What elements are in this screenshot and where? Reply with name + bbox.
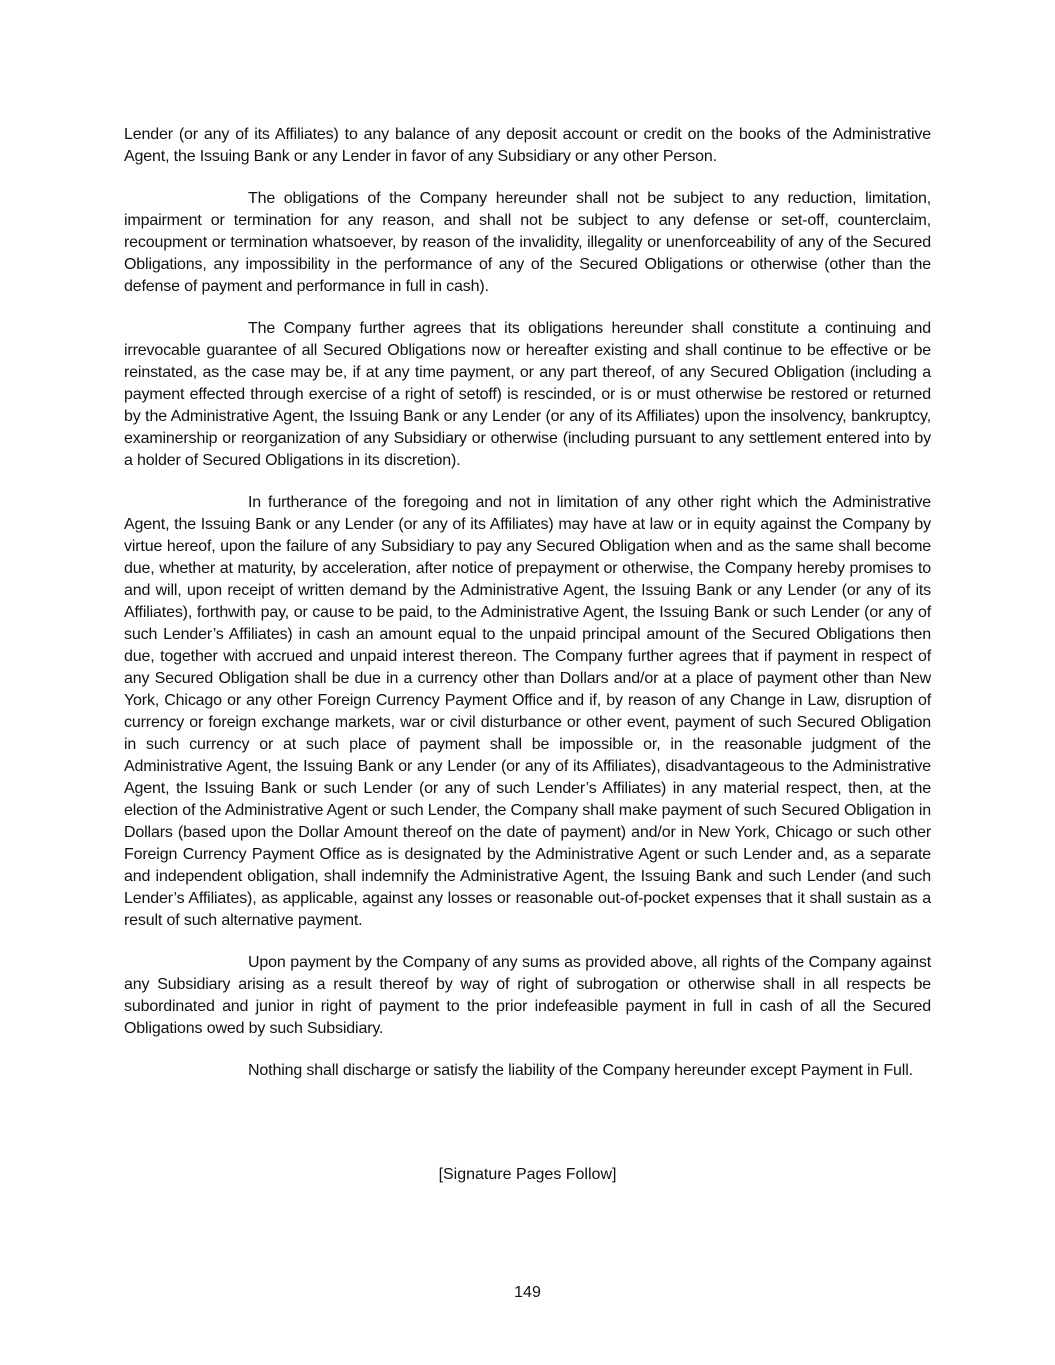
- paragraph-continuation: Lender (or any of its Affiliates) to any balance of any deposit account or credit on the books of the Administrative Agent, the Issuing Bank or any Lender in favor of any Subsidiary or any other Person.: [124, 126, 931, 165]
- paragraph-furtherance: In furtherance of the foregoing and not in limitation of any other right which the Administrative Agent, the Issuing Bank or any Lender (or any of its Affiliates) may have at law or in equity against the Company by virtue hereof, upon the failure of any Subsidiary to pay any Secured Obligation when and as the same shall become due, whether at maturity, by acceleration, after notice of prepayment or otherwise, the Company hereby promises to and will, upon receipt of written demand by the Administrative Agent, the Issuing Bank or any Lender (or any of its Affiliates), forthwith pay, or cause to be paid, to the Administrative Agent, the Issuing Bank or such Lender (or any of such Lender’s Affiliates) in cash an amount equal to the unpaid principal amount of the Secured Obligations then due, together with accrued and unpaid interest thereon. The Company further agrees that if payment in respect of any Secured Obligation shall be due in a currency other than Dollars and/or at a place of payment other than New York, Chicago or any other Foreign Currency Payment Office and if, by reason of any Change in Law, disruption of currency or foreign exchange markets, war or civil disturbance or other event, payment of such Secured Obligation in such currency or at such place of payment shall be impossible or, in the reasonable judgment of the Administrative Agent, the Issuing Bank or any Lender (or any of its Affiliates), disadvantageous to the Administrative Agent, the Issuing Bank or such Lender (or any of such Lender’s Affiliates) in any material respect, then, at the election of the Administrative Agent or such Lender, the Company shall make payment of such Secured Obligation in Dollars (based upon the Dollar Amount thereof on the date of payment) and/or in New York, Chicago or such other Foreign Currency Payment Office as is designated by the Administrative Agent or such Lender and, as a separate and independent obligation, shall indemnify the Administrative Agent, the Issuing Bank and such Lender (and such Lender’s Affiliates), as applicable, against any losses or reasonable out-of-pocket expenses that it shall sustain as a result of such alternative payment.: [124, 494, 931, 929]
- paragraph-discharge: Nothing shall discharge or satisfy the liability of the Company hereunder except Payment in Full.: [248, 1062, 913, 1079]
- paragraph-subrogation: Upon payment by the Company of any sums as provided above, all rights of the Company against any Subsidiary arising as a result thereof by way of right of subrogation or otherwise shall in all respects be subordinated and junior in right of payment to the prior indefeasible payment in full in cash of all the Secured Obligations owed by such Subsidiary.: [124, 954, 931, 1037]
- paragraph-continuing-guarantee: The Company further agrees that its obligations hereunder shall constitute a continuing and irrevocable guarantee of all Secured Obligations now or hereafter existing and shall continue to be effective or be reinstated, as the case may be, if at any time payment, or any part thereof, of any Secured Obligation (including a payment effected through exercise of a right of setoff) is rescinded, or is or must otherwise be restored or returned by the Administrative Agent, the Issuing Bank or any Lender (or any of its Affiliates) upon the insolvency, bankruptcy, examinership or reorganization of any Subsidiary or otherwise (including pursuant to any settlement entered into by a holder of Secured Obligations in its discretion).: [124, 320, 931, 469]
- document-body: [124, 124, 931, 1102]
- page-number: 149: [514, 1284, 541, 1301]
- paragraph-no-reduction: The obligations of the Company hereunder shall not be subject to any reduction, limitation, impairment or termination for any reason, and shall not be subject to any defense or set-off, counterclaim, recoupment or termination whatsoever, by reason of the invalidity, illegality or unenforceability of any of the Secured Obligations, any impossibility in the performance of any of the Secured Obligations or otherwise (other than the defense of payment and performance in full in cash).: [124, 190, 931, 295]
- signature-pages-note: [Signature Pages Follow]: [438, 1166, 617, 1183]
